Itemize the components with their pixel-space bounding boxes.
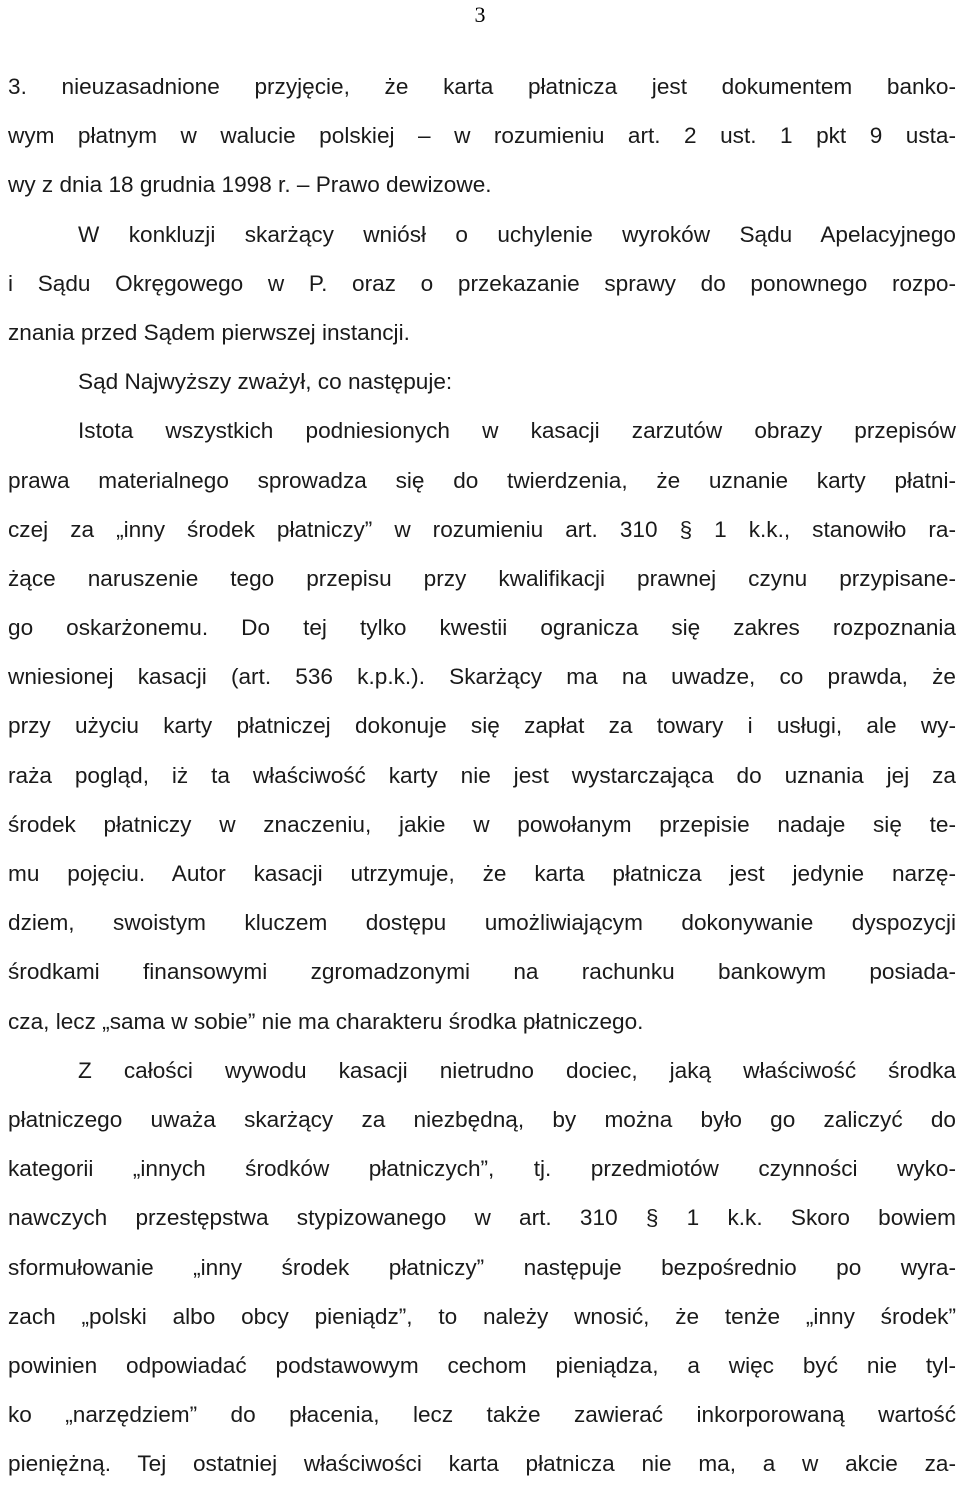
text-line: ko „narzędziem” do płacenia, lecz także zawierać inkorporowaną wartość	[8, 1402, 956, 1428]
text-line: mu pojęciu. Autor kasacji utrzymuje, że karta płatnicza jest jedynie narzę-	[8, 861, 956, 886]
text-line: cza, lecz „sama w sobie” nie ma charakteru środka płatniczego.	[8, 1008, 644, 1034]
text-line: wym płatnym w walucie polskiej – w rozumieniu art. 2 ust. 1 pkt 9 usta-	[8, 123, 956, 149]
text-line: wniesionej kasacji (art. 536 k.p.k.). Skarżący ma na uwadze, co prawda, że	[8, 664, 956, 690]
text-line: zach „polski albo obcy pieniądz”, to należy wnosić, że tenże „inny środek”	[8, 1303, 956, 1329]
text-line: kategorii „innych środków płatniczych”, tj. przedmiotów czynności wyko-	[8, 1156, 956, 1182]
text-line: środek płatniczy w znaczeniu, jakie w powołanym przepisie nadaje się te-	[8, 811, 956, 837]
text-line: Istota wszystkich podniesionych w kasacji zarzutów obrazy przepisów	[78, 418, 956, 444]
text-line: wy z dnia 18 grudnia 1998 r. – Prawo dewizowe.	[8, 172, 492, 198]
text-line: dziem, swoistym kluczem dostępu umożliwiającym dokonywanie dyspozycji	[8, 910, 956, 936]
text-line: powinien odpowiadać podstawowym cechom pieniądza, a więc być nie tyl-	[8, 1352, 956, 1378]
text-line: Z całości wywodu kasacji nietrudno dociec, jaką właściwość środka	[78, 1057, 956, 1083]
text-line: nawczych przestępstwa stypizowanego w art. 310 § 1 k.k. Skoro bowiem	[8, 1205, 956, 1231]
text-line: pieniężną. Tej ostatniej właściwości karta płatnicza nie ma, a w akcie za-	[8, 1451, 956, 1477]
text-line: żące naruszenie tego przepisu przy kwalifikacji prawnej czynu przypisane-	[8, 565, 956, 591]
text-line: sformułowanie „inny środek płatniczy” następuje bezpośrednio po wyra-	[8, 1254, 956, 1280]
text-line: Sąd Najwyższy zważył, co następuje:	[78, 369, 453, 395]
text-line: prawa materialnego sprowadza się do twierdzenia, że uznanie karty płatni-	[8, 467, 956, 493]
text-line: i Sądu Okręgowego w P. oraz o przekazanie sprawy do ponownego rozpo-	[8, 270, 956, 296]
text-line: 3. nieuzasadnione przyjęcie, że karta płatnicza jest dokumentem banko-	[8, 74, 956, 99]
text-line: przy użyciu karty płatniczej dokonuje się zapłat za towary i usługi, ale wy-	[8, 713, 956, 739]
text-line: środkami finansowymi zgromadzonymi na rachunku bankowym posiada-	[8, 959, 956, 985]
text-line: znania przed Sądem pierwszej instancji.	[8, 319, 410, 345]
text-line: W konkluzji skarżący wniósł o uchylenie wyroków Sądu Apelacyjnego	[78, 221, 956, 247]
text-line: czej za „inny środek płatniczy” w rozumieniu art. 310 § 1 k.k., stanowiło ra-	[8, 516, 956, 542]
text-line: raża pogląd, iż ta właściwość karty nie jest wystarczająca do uznania jej za	[8, 762, 956, 788]
page-number: 3	[474, 2, 486, 27]
document-body	[8, 62, 956, 1488]
text-line: płatniczego uważa skarżący za niezbędną, by można było go zaliczyć do	[8, 1106, 956, 1132]
text-line: go oskarżonemu. Do tej tylko kwestii ogranicza się zakres rozpoznania	[8, 615, 956, 641]
